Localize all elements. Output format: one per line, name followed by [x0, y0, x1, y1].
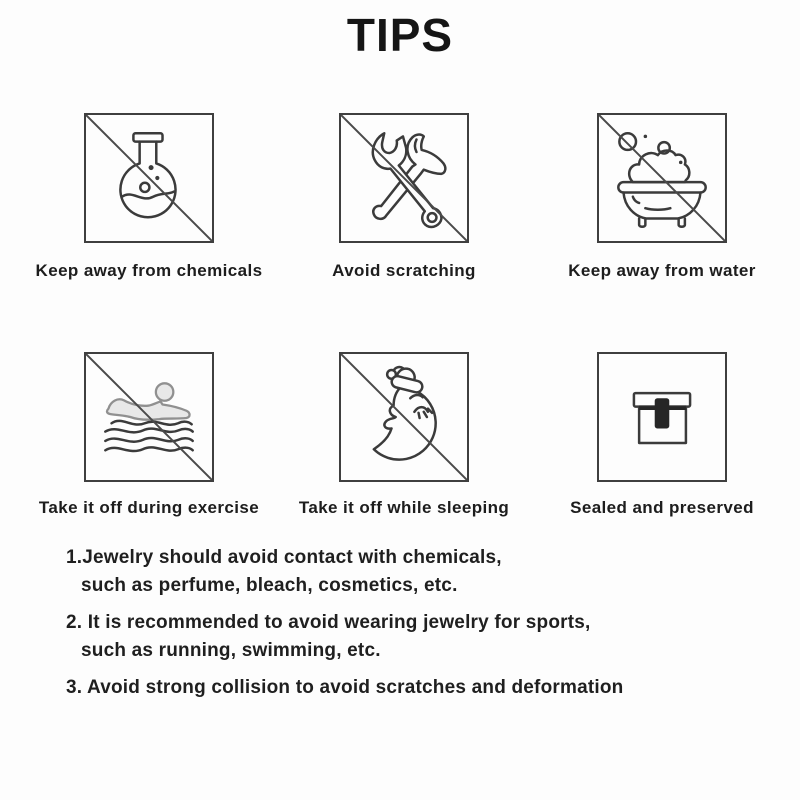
tip-caption-exercise: Take it off during exercise	[38, 498, 260, 517]
note-line: 2. It is recommended to avoid wearing jewelry for sports,	[66, 612, 591, 633]
tip-caption-chemicals: Keep away from chemicals	[35, 261, 263, 280]
tip-box-exercise	[84, 352, 214, 482]
prohibition-line	[341, 115, 467, 241]
page-title: TIPS	[346, 9, 454, 61]
note-item-3	[66, 674, 756, 702]
note-line: 1.Jewelry should avoid contact with chemicals,	[66, 547, 502, 568]
tip-box-scratching	[339, 113, 469, 243]
note-line: such as running, swimming, etc.	[81, 640, 381, 661]
note-item-1	[66, 544, 756, 600]
tip-caption-sleeping: Take it off while sleeping	[298, 498, 510, 517]
prohibition-line	[341, 354, 467, 480]
note-item-2	[66, 609, 756, 665]
tip-box-chemicals	[84, 113, 214, 243]
prohibition-line	[86, 115, 212, 241]
tip-caption-sealed: Sealed and preserved	[570, 498, 754, 517]
note-line: 3. Avoid strong collision to avoid scratches and deformation	[66, 677, 624, 698]
tape-tab	[655, 398, 670, 428]
tip-box-sleeping	[339, 352, 469, 482]
sealed-box-icon	[610, 365, 714, 469]
tip-caption-scratching: Avoid scratching	[332, 261, 476, 280]
tip-box-water	[597, 113, 727, 243]
prohibition-line	[86, 354, 212, 480]
note-line: such as perfume, bleach, cosmetics, etc.	[81, 575, 458, 596]
tip-caption-water: Keep away from water	[568, 261, 756, 280]
prohibition-line	[599, 115, 725, 241]
tip-box-sealed	[597, 352, 727, 482]
notes-list	[66, 544, 756, 711]
